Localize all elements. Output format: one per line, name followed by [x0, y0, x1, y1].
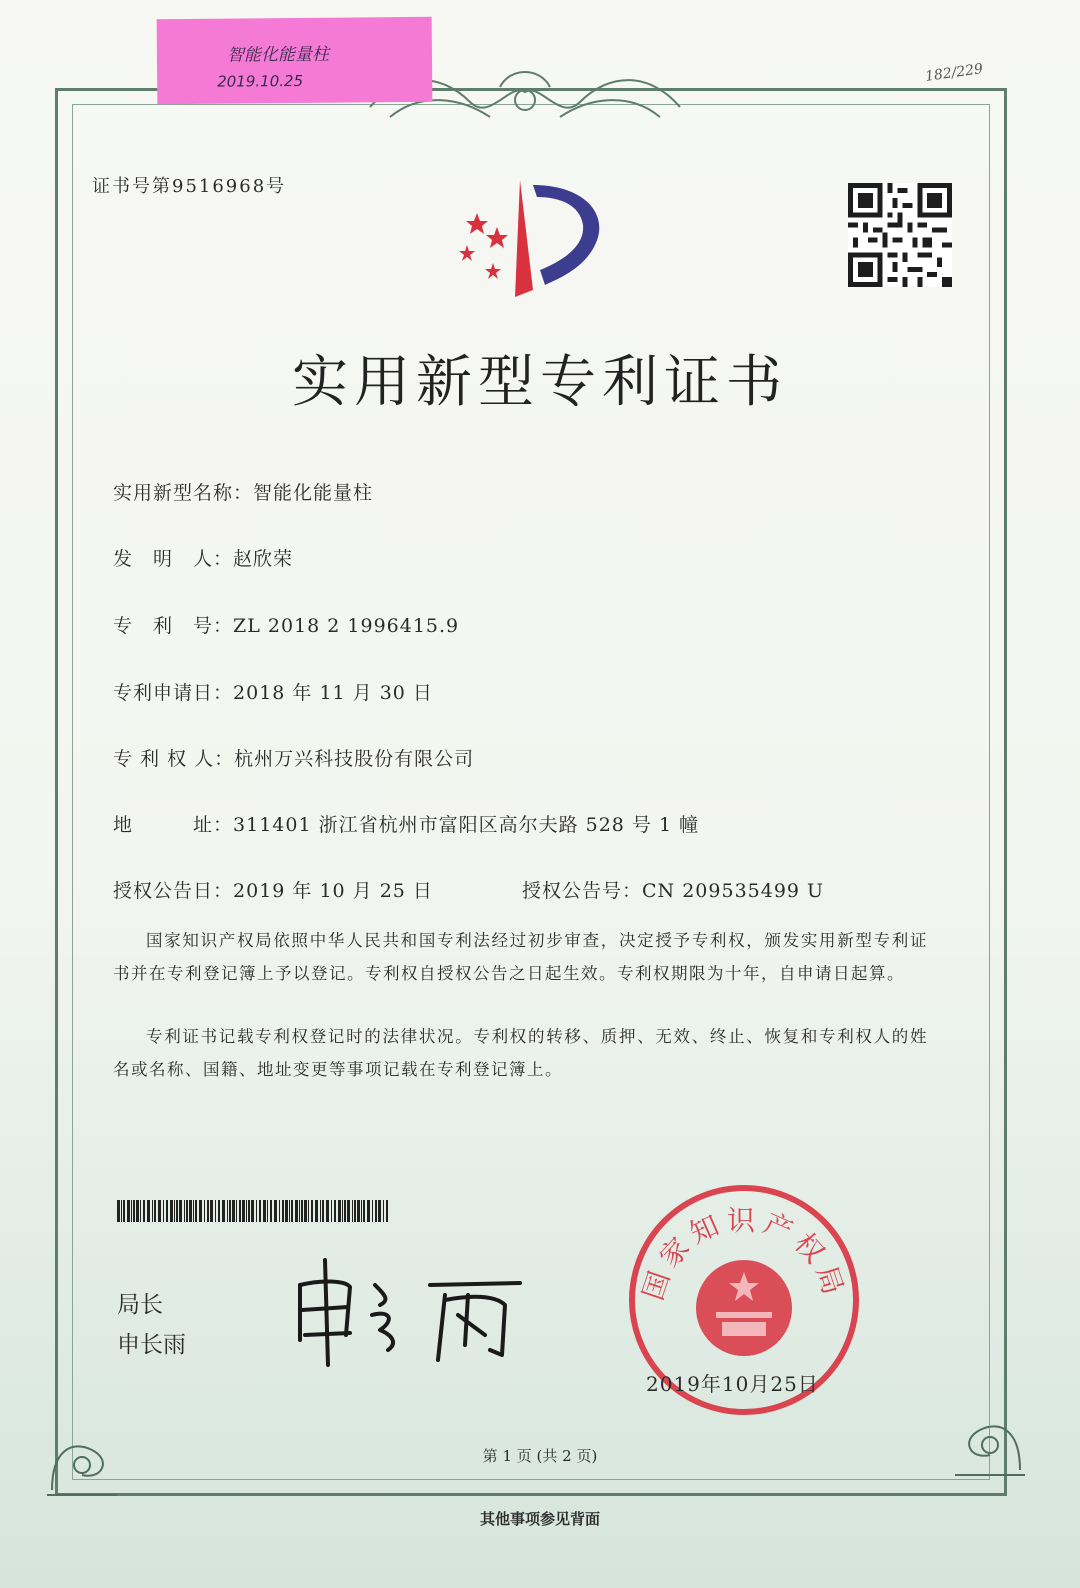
field-value: 赵欣荣: [233, 548, 294, 570]
field-filing-date: [113, 678, 433, 705]
field-label: 地 址：: [113, 814, 234, 836]
seal-text: 国家知识产权局: [636, 1204, 852, 1305]
field-value: 智能化能量柱: [253, 482, 374, 504]
field-label: 发 明 人：: [113, 548, 234, 570]
field-patent-number: [113, 611, 459, 638]
corner-ornament-right: [950, 1400, 1030, 1480]
seal-date: 2019年10月25日: [646, 1372, 819, 1396]
field-label: 专利申请日：: [113, 682, 234, 704]
sticky-note-line1: 智能化能量柱: [226, 44, 330, 66]
field-label: 实用新型名称：: [113, 482, 254, 504]
director-title: 局长: [117, 1292, 163, 1318]
field-value: ZL 2018 2 1996415.9: [233, 615, 460, 637]
director-name: 申长雨: [117, 1332, 186, 1358]
cnipa-logo-icon: [445, 175, 615, 305]
field-value: 2018 年 11 月 30 日: [233, 682, 433, 704]
field-grant-date: [113, 876, 433, 903]
certificate-title: 实用新型专利证书: [292, 350, 788, 415]
sticky-note: [157, 17, 433, 104]
field-value: 杭州万兴科技股份有限公司: [234, 748, 475, 770]
field-patentee: [113, 744, 474, 771]
field-label: 专 利 号：: [113, 615, 234, 637]
field-label: 授权公告号：: [522, 880, 643, 902]
qr-code: [848, 183, 952, 287]
page-number: 第 1 页 (共 2 页): [482, 1447, 598, 1465]
barcode: [117, 1200, 392, 1222]
field-value: 2019 年 10 月 25 日: [233, 880, 433, 902]
field-label: 专 利 权 人：: [113, 748, 235, 770]
other-items-note: 其他事项参见背面: [479, 1510, 600, 1528]
sticky-note-line2: 2019.10.25: [217, 71, 304, 91]
page-mark: 182/229: [924, 61, 985, 85]
director-signature: [280, 1255, 530, 1370]
field-inventor: [113, 544, 293, 571]
field-value: CN 209535499 U: [642, 880, 825, 902]
certificate-number: 证书号第9516968号: [92, 176, 287, 197]
field-value: 311401 浙江省杭州市富阳区高尔夫路 528 号 1 幢: [233, 814, 700, 836]
field-grant-number: [522, 876, 824, 903]
field-address: [113, 810, 699, 837]
field-label: 授权公告日：: [113, 880, 234, 902]
field-utility-model-name: [113, 478, 373, 505]
paragraph-grant-statement: 国家知识产权局依照中华人民共和国专利法经过初步审查，决定授予专利权，颁发实用新型专利证书并在专利登记簿上予以登记。专利权自授权公告之日起生效。专利权期限为十年，自申请日起算。: [113, 931, 928, 983]
paragraph-legal-status: 专利证书记载专利权登记时的法律状况。专利权的转移、质押、无效、终止、恢复和专利权人的姓名或名称、国籍、地址变更等事项记载在专利登记簿上。: [113, 1027, 928, 1079]
